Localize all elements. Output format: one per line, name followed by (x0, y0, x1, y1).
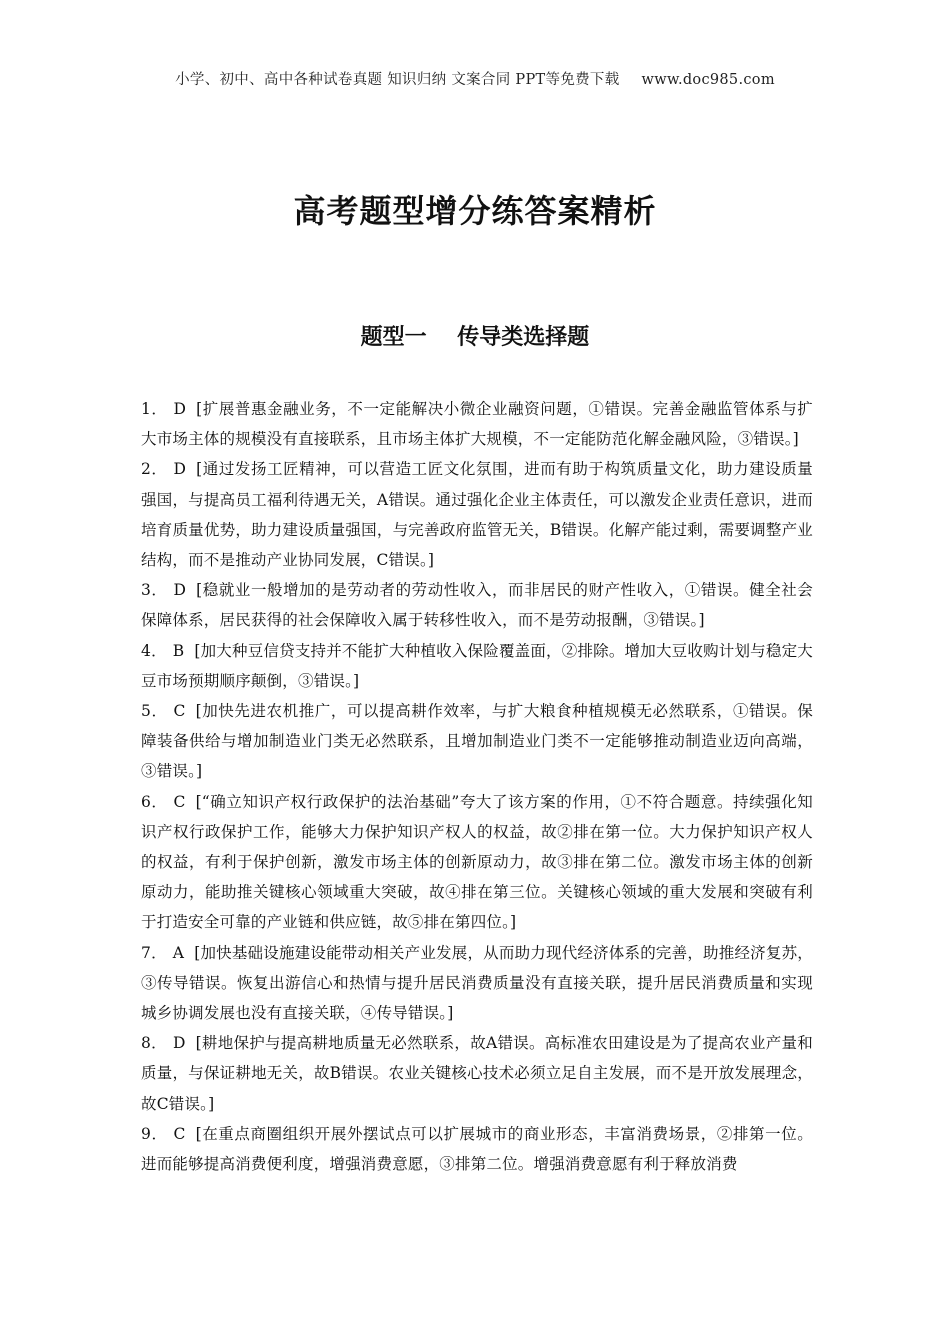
answer-number: 5． (141, 702, 168, 721)
answer-explanation: [加快基础设施建设能带动相关产业发展，从而助力现代经济体系的完善，助推经济复苏，③传导错误。恢复出游信心和热情与提升居民消费质量没有直接关联，提升居民消费质量和实现城乡协调发展也没有直接关联，④传导错误。] (141, 943, 813, 1023)
answer-item-4 (141, 636, 813, 696)
answer-item-5 (141, 696, 813, 787)
answer-number: 4． (141, 641, 167, 660)
answer-explanation: [扩展普惠金融业务，不一定能解决小微企业融资问题，①错误。完善金融监管体系与扩大市场主体的规模没有直接联系，且市场主体扩大规模，不一定能防范化解金融风险，③错误。] (141, 400, 813, 449)
answer-choice: D (173, 581, 187, 600)
answer-number: 9． (141, 1124, 168, 1143)
answer-list (141, 394, 813, 1179)
answer-choice: C (173, 792, 186, 811)
answer-explanation: [加大种豆信贷支持并不能扩大种植收入保险覆盖面，②排除。增加大豆收购计划与稳定大豆市场预期顺序颠倒，③错误。] (141, 641, 813, 690)
answer-choice: D (173, 460, 187, 479)
header-site: www.doc985.com (641, 72, 775, 88)
answer-number: 2． (141, 460, 168, 479)
header-text: 小学、初中、高中各种试卷真题 知识归纳 文案合同 PPT等免费下载 (175, 72, 620, 88)
answer-item-8 (141, 1028, 813, 1119)
answer-number: 7． (141, 943, 167, 962)
answer-number: 6． (141, 792, 168, 811)
answer-choice: C (173, 1124, 186, 1143)
document-title: 高考题型增分练答案精析 (293, 192, 657, 230)
answer-explanation: [在重点商圈组织开展外摆试点可以扩展城市的商业形态，丰富消费场景，②排第一位。进而能够提高消费便利度，增强消费意愿，③排第二位。增强消费意愿有利于释放消费 (141, 1124, 813, 1174)
answer-explanation: [“确立知识产权行政保护的法治基础”夸大了该方案的作用，①不符合题意。持续强化知识产权行政保护工作，能够大力保护知识产权人的权益，故②排在第一位。大力保护知识产权人的权益，有利于保护创新，激发市场主体的创新原动力，故③排在第二位。激发市场主体的创新原动力，能助推关键核心领域重大突破，故④排在第三位。关键核心领域的重大发展和突破有利于打造安全可靠的产业链和供应链，故⑤排在第四位。] (141, 792, 813, 932)
answer-item-6 (141, 787, 813, 938)
answer-item-9 (141, 1119, 813, 1179)
answer-explanation: [稳就业一般增加的是劳动者的劳动性收入，而非居民的财产性收入，①错误。健全社会保障体系，居民获得的社会保障收入属于转移性收入，而不是劳动报酬，③错误。] (141, 581, 813, 630)
answer-number: 1． (141, 400, 168, 418)
answer-choice: B (172, 641, 185, 660)
answer-number: 3． (141, 581, 168, 600)
section-title: 题型一 传导类选择题 (360, 325, 590, 350)
answer-explanation: [耕地保护与提高耕地质量无必然联系，故A错误。高标准农田建设是为了提高农业产量和质量，与保证耕地无关，故B错误。农业关键核心技术必须立足自主发展，而不是开放发展理念，故C错误。] (141, 1034, 814, 1113)
answer-choice: C (173, 702, 186, 721)
answer-choice: D (172, 1034, 186, 1053)
answer-item-3 (141, 575, 813, 635)
answer-item-2 (141, 454, 813, 575)
answer-item-1 (141, 394, 813, 454)
answer-choice: A (172, 943, 185, 962)
page-header (0, 68, 950, 89)
answer-item-7 (141, 938, 813, 1029)
answer-explanation: [通过发扬工匠精神，可以营造工匠文化氛围，进而有助于构筑质量文化，助力建设质量强国，与提高员工福利待遇无关，A错误。通过强化企业主体责任，可以激发企业责任意识，进而培育质量优势，助力建设质量强国，与完善政府监管无关，B错误。化解产能过剩，需要调整产业结构，而不是推动产业协同发展，C错误。] (141, 460, 813, 570)
answer-choice: D (173, 400, 187, 418)
answer-explanation: [加快先进农机推广，可以提高耕作效率，与扩大粮食种植规模无必然联系，①错误。保障装备供给与增加制造业门类无必然联系，且增加制造业门类不一定能够推动制造业迈向高端，③错误。] (141, 702, 813, 781)
answer-number: 8． (141, 1034, 167, 1053)
